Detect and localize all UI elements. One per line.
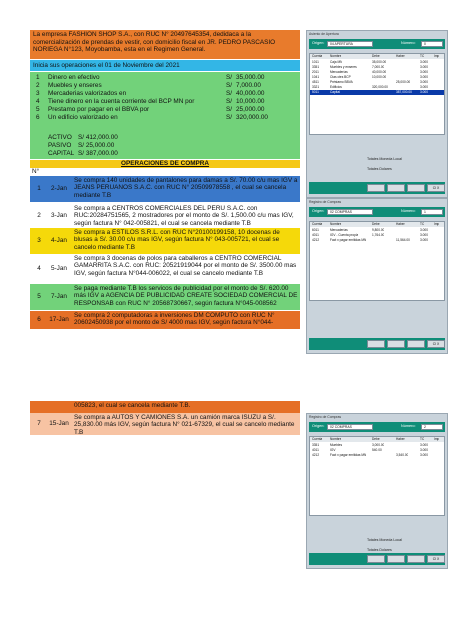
table-cell: 25,000.00 [396, 80, 411, 84]
table-cell: Préstamo BBVA [330, 80, 353, 84]
column-header: Cuenta [312, 54, 323, 58]
table-cell: 3.000 [420, 228, 428, 232]
table-cell: 11,564.00 [396, 238, 410, 242]
table-cell: 3.000 [420, 80, 428, 84]
totals-block [48, 134, 118, 158]
button-bar [309, 182, 445, 194]
table-row[interactable] [310, 453, 444, 458]
table-cell: 5011 [312, 90, 319, 94]
asset-amount: 40,000.00 [236, 90, 265, 97]
table-cell: 3321 [312, 85, 320, 89]
asset-row [30, 90, 300, 98]
table-cell: Muebles [330, 443, 343, 447]
operation-row [30, 254, 300, 284]
asset-desc: Mercaderias valorizados en [48, 90, 127, 97]
number-column-header: N° [32, 168, 40, 175]
asset-row [30, 82, 300, 90]
column-header: TC [420, 54, 425, 58]
origin-label: Origen: [312, 209, 325, 213]
column-header: Cuenta [312, 437, 323, 441]
total-label: ACTIVO [48, 134, 72, 141]
total-label: PASIVO [48, 142, 72, 149]
asset-row [30, 74, 300, 82]
column-header: Cuenta [312, 222, 323, 226]
table-cell: 3,540.00 [396, 453, 409, 457]
table-cell: 3.000 [420, 453, 428, 457]
operation-row [30, 284, 300, 310]
button-bar [309, 553, 445, 565]
toolbar-button[interactable] [367, 340, 385, 348]
table-cell: 3.000 [420, 90, 428, 94]
asset-currency: S/ [226, 90, 233, 97]
operation-number: 5 [37, 293, 41, 300]
toolbar-button[interactable]: Cl X [427, 340, 445, 348]
table-cell: 4011 [312, 448, 319, 452]
table-cell: 3.000 [420, 75, 428, 79]
totals-local-label: Totales Moneda Local [367, 157, 402, 161]
column-header: Imp [434, 437, 440, 441]
operation-row [30, 204, 300, 228]
toolbar-button[interactable] [407, 184, 425, 192]
asset-currency: S/ [226, 98, 233, 105]
asset-row [30, 98, 300, 106]
origin-field[interactable]: 02 COMPRAS [327, 424, 373, 430]
column-header: Nombre [330, 222, 342, 226]
toolbar-button[interactable] [367, 184, 385, 192]
asset-row [30, 106, 300, 114]
table-cell: 4212 [312, 453, 320, 457]
asset-num: 4 [36, 98, 40, 105]
asset-num: 2 [36, 82, 40, 89]
table-cell: Fact x pagar emitidas MN [330, 453, 367, 457]
column-header: Debe [372, 222, 380, 226]
table-cell: 1,764.00 [372, 233, 385, 237]
total-value: S/ 25,000.00 [78, 142, 115, 149]
table-cell: 4011 [312, 233, 319, 237]
table-cell: 40,000.00 [372, 70, 387, 74]
opening-assets-block [30, 72, 300, 159]
asset-currency: S/ [226, 106, 233, 113]
totals-usd-label: Totales Dolares [367, 167, 392, 171]
table-cell: 2011 [312, 70, 319, 74]
table-cell: 3.000 [420, 60, 428, 64]
operation-row [30, 401, 300, 413]
table-cell: Fact x pagar emitidas MN [330, 238, 367, 242]
operation-text: Se compra a CENTROS COMERCIALES DEL PERU S.A.C. con RUC:20284751565, 2 mostradores por el monto de S/. 1,500.00 c/u mas IGV, según factura N° 042-005821, el cual se cancela mediante T.B [74, 205, 294, 227]
button-bar [309, 338, 445, 350]
toolbar-button[interactable] [387, 340, 405, 348]
table-row[interactable] [310, 238, 444, 243]
operation-row [30, 228, 300, 254]
column-header: Debe [372, 54, 380, 58]
column-header: TC [420, 437, 425, 441]
toolbar-button[interactable]: Cl X [427, 555, 445, 563]
window-title: Asiento de Apertura [309, 32, 339, 36]
operation-row [30, 176, 300, 202]
operation-number: 1 [37, 185, 41, 192]
table-header [310, 222, 444, 227]
total-pasivo [48, 142, 118, 150]
operation-date: 7-Jan [51, 293, 67, 300]
operation-text: 005823, el cual se cancela mediante T.B. [74, 402, 191, 409]
table-cell: 9,800.00 [372, 228, 385, 232]
table-cell: 4511 [312, 80, 319, 84]
operation-text: Se compra a AUTOS Y CAMIONES S.A. un camión marca ISUZU a S/. 25,830.00 más IGV, según factura N° 021-67329, el cual se cancelo mediante T.B [74, 414, 295, 436]
header-bar [309, 207, 445, 217]
table-cell: 3351 [312, 65, 320, 69]
asset-desc: Tiene dinero en la cuenta corriente del BCP MN por [48, 98, 195, 105]
entries-table [309, 221, 445, 301]
number-label: Número: [401, 41, 416, 45]
table-cell: 320,000.00 [372, 85, 388, 89]
operations-header: OPERACIONES DE COMPRA [30, 160, 300, 168]
operation-date: 17-Jan [49, 316, 69, 323]
accounting-window [306, 30, 448, 198]
column-header: Nombre [330, 54, 342, 58]
table-cell: 1011 [312, 60, 319, 64]
toolbar-button[interactable]: Cl X [427, 184, 445, 192]
toolbar-button[interactable] [387, 555, 405, 563]
table-cell: IGV - Cuenta propia [330, 233, 359, 237]
table-row[interactable] [310, 90, 444, 95]
origin-label: Origen: [312, 424, 325, 428]
asset-desc: Un edificio valorizado en [48, 114, 118, 121]
header-bar [309, 422, 445, 432]
total-value: S/ 387,000.00 [78, 150, 118, 157]
accounting-window [306, 198, 448, 354]
table-cell: 7,000.00 [372, 65, 385, 69]
table-cell: 387,000.00 [396, 90, 412, 94]
table-cell: 3.000 [420, 448, 428, 452]
operation-date: 4-Jan [51, 237, 67, 244]
total-activo [48, 134, 118, 142]
table-cell: 4212 [312, 238, 320, 242]
asset-amount: 320,000.00 [236, 114, 268, 121]
table-cell: Mercaderías [330, 70, 348, 74]
asset-amount: 25,000.00 [236, 106, 265, 113]
operation-text: Se compra 140 unidades de pantalones para damas a S/. 70.00 c/u mas IGV a JEANS PERUANOS S.A.C. con RUC N° 20509978558 , el cual se cancela mediante T.B [74, 177, 298, 199]
table-cell: IGV [330, 448, 336, 452]
number-field[interactable]: 0 [421, 41, 443, 47]
table-cell: 35,000.00 [372, 60, 387, 64]
company-intro: La empresa FASHION SHOP S.A., con RUC N° 20497645354, dedidaca a la comercialización de prendas de vestir, con domicilio fiscal en JR. PEDRO PASCASIO NORIEGA N°123, Moyobamba, esta en el Regimen General. [30, 30, 300, 59]
operation-date: 2-Jan [51, 185, 67, 192]
operation-number: 4 [37, 265, 41, 272]
asset-currency: S/ [226, 74, 233, 81]
operation-number: 3 [37, 237, 41, 244]
asset-num: 6 [36, 114, 40, 121]
operation-date: 3-Jan [51, 212, 67, 219]
operation-row [30, 311, 300, 329]
asset-num: 1 [36, 74, 40, 81]
origin-field[interactable]: 04 APERTURA [327, 41, 373, 47]
table-cell: 3.000 [420, 443, 428, 447]
operation-text: Se compra a ESTILOS S.R.L. con RUC N°20100199158, 10 docenas de blusas a S/. 30.00 c/u mas IGV, según factura N° 043-005721, el cual se cancelo mediante T.B [74, 229, 280, 251]
asset-desc: Dinero en efectivo [48, 74, 100, 81]
table-cell: Ctas ctes BCP [330, 75, 351, 79]
entries-table [309, 53, 445, 135]
total-capital [48, 150, 118, 158]
column-header: Debe [372, 437, 380, 441]
table-cell: 3,000.00 [372, 443, 385, 447]
accounting-window [306, 413, 448, 569]
table-cell: 3.000 [420, 70, 428, 74]
table-cell: 3.000 [420, 85, 428, 89]
asset-amount: 10,000.00 [236, 98, 265, 105]
column-header: Haber [396, 222, 405, 226]
table-cell: 3351 [312, 443, 320, 447]
asset-row [30, 114, 300, 122]
asset-currency: S/ [226, 82, 233, 89]
column-header: Nombre [330, 437, 342, 441]
operation-number: 2 [37, 212, 41, 219]
number-label: Número: [401, 424, 416, 428]
window-title: Registro de Compras [309, 415, 342, 419]
operation-row [30, 413, 300, 435]
operation-text: Se compra 3 docenas de polos para caballeros a CENTRO COMERCIAL GAMARRITA S.A.C. con RUC: 20521919044 por el monto de S/. 3500.00 mas IGV, según factura N°044-006022, el cual se cancelo mediante T.B [74, 255, 297, 277]
operation-text: Se compra 2 computadoras a inversiones DM COMPUTO con RUC N° 20602450938 por el monto de S/ 4000 mas IGV, según factura N°044- [74, 312, 275, 327]
window-title: Registro de Compras [309, 200, 342, 204]
header-bar [309, 39, 445, 49]
number-label: Número: [401, 209, 416, 213]
operation-text: Se paga mediante T.B los servicos de publicidad por el monto de S/. 620.00 más IGV a AGENCIA DE PUBLICIDAD CREATE SOCIEDAD COMERCIAL DE RESPONSAB con RUC N° 20568730667, según factura N°045-008562 [74, 285, 298, 307]
number-field[interactable]: 2 [421, 424, 443, 430]
table-cell: Capital [330, 90, 340, 94]
table-cell: Mercaderías [330, 228, 348, 232]
toolbar-button[interactable] [407, 555, 425, 563]
table-cell: Muebles y enseres [330, 65, 357, 69]
total-label: CAPITAL [48, 150, 75, 157]
column-header: TC [420, 222, 425, 226]
operation-date: 5-Jan [51, 265, 67, 272]
asset-num: 3 [36, 90, 40, 97]
column-header: Haber [396, 54, 405, 58]
table-cell: 3.000 [420, 65, 428, 69]
table-cell: 1041 [312, 75, 320, 79]
entries-table [309, 436, 445, 516]
column-header: Imp [434, 54, 440, 58]
asset-currency: S/ [226, 114, 233, 121]
toolbar-button[interactable] [407, 340, 425, 348]
operation-number: 7 [37, 420, 41, 427]
table-cell: Caja MN [330, 60, 343, 64]
start-date-note: Inicia sus operaciones el 01 de Noviembre del 2021 [30, 60, 300, 71]
asset-desc: Prestamo por pagar en el BBVA por [48, 106, 150, 113]
table-cell: 540.00 [372, 448, 382, 452]
asset-amount: 35,000.00 [236, 74, 265, 81]
table-header [310, 54, 444, 59]
total-value: S/ 412,000.00 [78, 134, 118, 141]
asset-num: 5 [36, 106, 40, 113]
number-field[interactable]: 1 [421, 209, 443, 215]
toolbar-button[interactable] [367, 555, 385, 563]
operation-number: 6 [37, 316, 41, 323]
totals-usd-label: Totales Dolares [367, 548, 392, 552]
table-cell: Edificios [330, 85, 342, 89]
table-cell: 3.000 [420, 233, 428, 237]
origin-field[interactable]: 02 COMPRAS [327, 209, 373, 215]
asset-amount: 7,000.00 [236, 82, 261, 89]
origin-label: Origen: [312, 41, 325, 45]
totals-local-label: Totales Moneda Local [367, 538, 402, 542]
table-cell: 6011 [312, 228, 319, 232]
column-header: Haber [396, 437, 405, 441]
column-header: Imp [434, 222, 440, 226]
table-cell: 10,000.00 [372, 75, 387, 79]
asset-desc: Muebles y enseres [48, 82, 102, 89]
operation-date: 15-Jan [49, 420, 69, 427]
table-cell: 3.000 [420, 238, 428, 242]
toolbar-button[interactable] [387, 184, 405, 192]
table-header [310, 437, 444, 442]
